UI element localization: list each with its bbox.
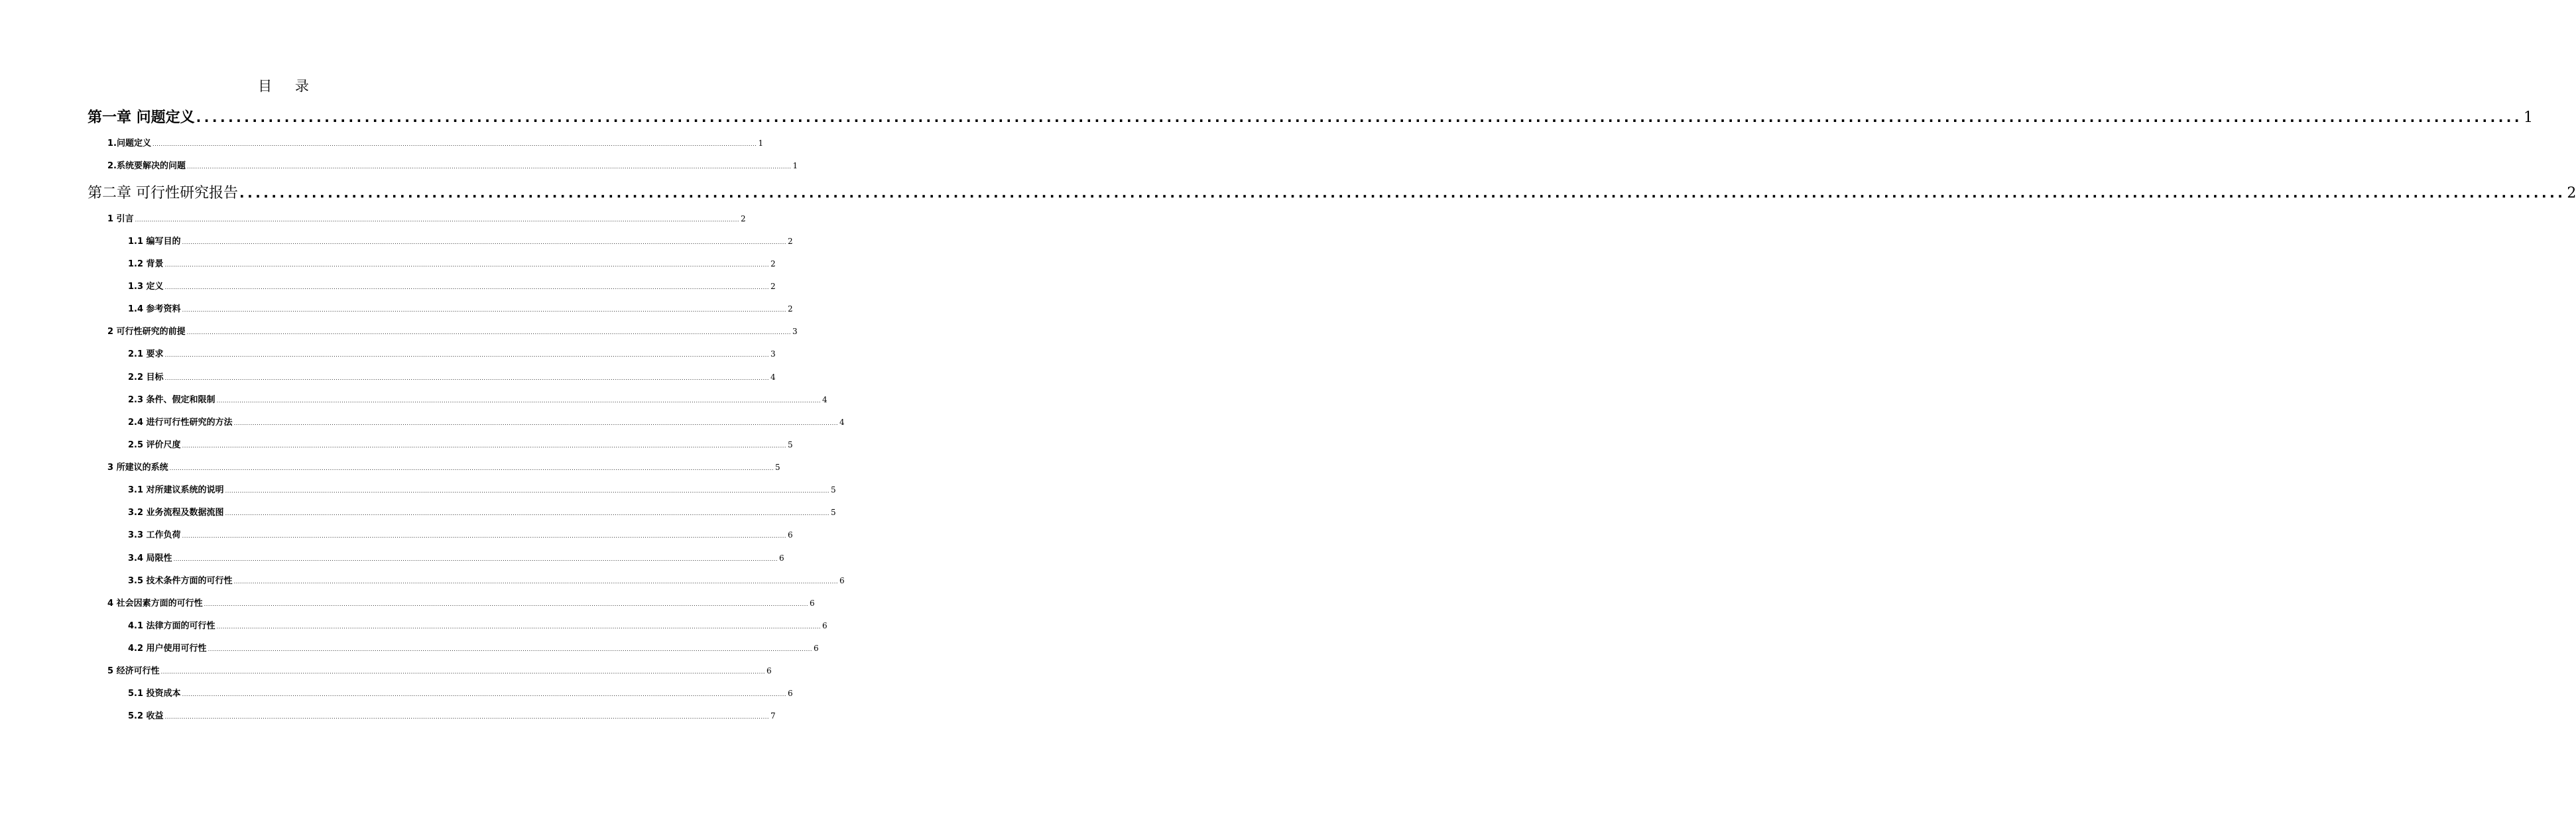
toc-label: 2 可行性研究的前提 — [107, 327, 186, 337]
toc-entry[interactable] — [128, 573, 845, 586]
toc-page-number: 6 — [788, 689, 793, 698]
toc-page-number: 2 — [741, 214, 746, 223]
toc-label: 第一章 问题定义 — [88, 109, 195, 126]
toc-label: 4.2 用户使用可行性 — [128, 644, 207, 654]
toc-label: 1.4 参考资料 — [128, 304, 181, 314]
toc-page-number: 6 — [839, 576, 845, 585]
dot-leader: .................................................................................................................................................................................................................................................................................................. — [164, 262, 770, 268]
toc-page-number: 6 — [767, 666, 772, 675]
toc-entry[interactable] — [128, 234, 793, 247]
toc-label: 1.1 编写目的 — [128, 237, 181, 247]
toc-entry[interactable] — [128, 302, 793, 314]
dot-leader: .................................................................................................................................................................................................................................................................................................. — [216, 398, 822, 404]
toc-label: 1.3 定义 — [128, 282, 164, 292]
toc-entry[interactable] — [107, 136, 764, 148]
dot-leader: .................................................................................................................................................................................................................................................................................................. — [182, 533, 787, 539]
toc-chapter-2[interactable] — [88, 182, 2576, 202]
toc-page-number: 2 — [788, 237, 793, 246]
toc-entry[interactable] — [107, 211, 746, 224]
toc-entry[interactable] — [107, 664, 772, 676]
toc-label: 1.问题定义 — [107, 139, 151, 148]
dot-leader: .................................................................................................................................................................................................................................................................................................. — [182, 443, 787, 449]
toc-entry[interactable] — [128, 618, 828, 631]
toc-page-number: 2 — [788, 304, 793, 314]
dot-leader: .................................................................................................................................................................................................................................................................................................. — [186, 329, 792, 335]
dot-leader: .................................................................................................................................................................................................................................................................................................. — [182, 691, 787, 697]
toc-entry[interactable] — [128, 370, 776, 382]
dot-leader: .................................................................................................................................................................................................................................................................................................. — [182, 307, 787, 313]
toc-label: 5.1 投资成本 — [128, 689, 181, 699]
toc-label: 5 经济可行性 — [107, 666, 160, 676]
toc-label: 3 所建议的系统 — [107, 463, 168, 473]
toc-page-number: 6 — [788, 530, 793, 540]
dot-leader: .................................................................................................................................................................................................................................................................................................. — [204, 601, 809, 607]
dot-leader: .................................................................................................................................................................................................................................................................................................. — [164, 284, 770, 290]
toc-label: 2.5 评价尺度 — [128, 440, 181, 450]
dot-leader: .................................................................................................................................................................................................................................................................................................. — [196, 109, 2522, 125]
toc-label: 3.2 业务流程及数据流图 — [128, 508, 224, 518]
toc-entry[interactable] — [128, 505, 836, 518]
dot-leader: .................................................................................................................................................................................................................................................................................................. — [239, 185, 2566, 201]
toc-page-number: 2 — [770, 259, 776, 268]
toc-page-number: 3 — [792, 327, 798, 336]
toc-label: 4.1 法律方面的可行性 — [128, 621, 215, 631]
dot-leader: .................................................................................................................................................................................................................................................................................................. — [233, 579, 839, 585]
dot-leader: .................................................................................................................................................................................................................................................................................................. — [135, 217, 740, 223]
toc-entry[interactable] — [128, 257, 776, 269]
toc-page-number: 2 — [2567, 185, 2576, 202]
toc-entry[interactable] — [128, 641, 819, 654]
toc-page-number: 4 — [822, 395, 828, 404]
toc-label: 2.系统要解决的问题 — [107, 161, 186, 171]
dot-leader: .................................................................................................................................................................................................................................................................................................. — [152, 141, 757, 147]
toc-page-number: 5 — [831, 485, 836, 494]
dot-leader: .................................................................................................................................................................................................................................................................................................. — [164, 352, 770, 358]
toc-entry[interactable] — [128, 279, 776, 292]
toc-page-number: 1 — [792, 161, 798, 170]
toc-page-number: 6 — [822, 621, 828, 630]
toc-label: 3.3 工作负荷 — [128, 530, 181, 540]
toc-page-number: 7 — [770, 711, 776, 721]
toc-label: 1 引言 — [107, 214, 134, 224]
toc-label: 3.4 局限性 — [128, 553, 172, 563]
toc-label: 1.2 背景 — [128, 259, 164, 269]
toc-label: 第二章 可行性研究报告 — [88, 185, 238, 202]
toc-label: 5.2 收益 — [128, 711, 164, 721]
toc-label: 4 社会因素方面的可行性 — [107, 599, 203, 609]
dot-leader: .................................................................................................................................................................................................................................................................................................. — [160, 669, 766, 675]
toc-entry[interactable] — [107, 596, 815, 609]
toc-page-number: 6 — [814, 644, 819, 653]
dot-leader: .................................................................................................................................................................................................................................................................................................. — [169, 465, 774, 471]
toc-entry[interactable] — [128, 347, 776, 359]
dot-leader: .................................................................................................................................................................................................................................................................................................. — [233, 420, 839, 426]
toc-page-number: 3 — [770, 349, 776, 359]
dot-leader: .................................................................................................................................................................................................................................................................................................. — [208, 646, 813, 652]
dot-leader: .................................................................................................................................................................................................................................................................................................. — [225, 488, 830, 494]
toc-label: 3.5 技术条件方面的可行性 — [128, 576, 233, 586]
toc-entry[interactable] — [128, 709, 776, 721]
toc-page-number: 1 — [758, 139, 764, 148]
toc-page-number: 5 — [831, 508, 836, 517]
dot-leader: .................................................................................................................................................................................................................................................................................................. — [186, 164, 792, 170]
toc-page-number: 6 — [810, 599, 815, 608]
toc-entry[interactable] — [107, 324, 798, 337]
toc-page-number: 1 — [2524, 109, 2533, 126]
toc-page-number: 5 — [775, 463, 780, 472]
dot-leader: .................................................................................................................................................................................................................................................................................................. — [164, 375, 770, 381]
toc-label: 2.4 进行可行性研究的方法 — [128, 418, 233, 428]
toc-page-number: 4 — [770, 373, 776, 382]
toc-entry[interactable] — [128, 483, 836, 495]
toc-chapter-1[interactable] — [88, 106, 2533, 127]
dot-leader: .................................................................................................................................................................................................................................................................................................. — [173, 556, 778, 562]
toc-entry[interactable] — [128, 437, 793, 450]
dot-leader: .................................................................................................................................................................................................................................................................................................. — [216, 624, 822, 630]
toc-label: 2.3 条件、假定和限制 — [128, 395, 215, 405]
toc-label: 3.1 对所建议系统的说明 — [128, 485, 224, 495]
toc-label: 2.2 目标 — [128, 373, 164, 382]
toc-entry[interactable] — [128, 551, 784, 563]
toc-label: 2.1 要求 — [128, 349, 164, 359]
toc-entry[interactable] — [107, 158, 798, 171]
toc-page-number: 2 — [770, 282, 776, 291]
toc-entry[interactable] — [128, 528, 793, 540]
toc-entry[interactable] — [128, 415, 845, 428]
toc-page-number: 5 — [788, 440, 793, 449]
toc-entry[interactable] — [128, 686, 793, 699]
toc-entry[interactable] — [107, 460, 780, 473]
dot-leader: .................................................................................................................................................................................................................................................................................................. — [225, 510, 830, 516]
dot-leader: .................................................................................................................................................................................................................................................................................................. — [164, 714, 770, 720]
toc-entry[interactable] — [128, 392, 828, 405]
dot-leader: .................................................................................................................................................................................................................................................................................................. — [182, 239, 787, 245]
toc-page-number: 6 — [779, 553, 784, 563]
toc-title: 目 录 — [258, 78, 318, 94]
toc-page-number: 4 — [839, 418, 845, 427]
